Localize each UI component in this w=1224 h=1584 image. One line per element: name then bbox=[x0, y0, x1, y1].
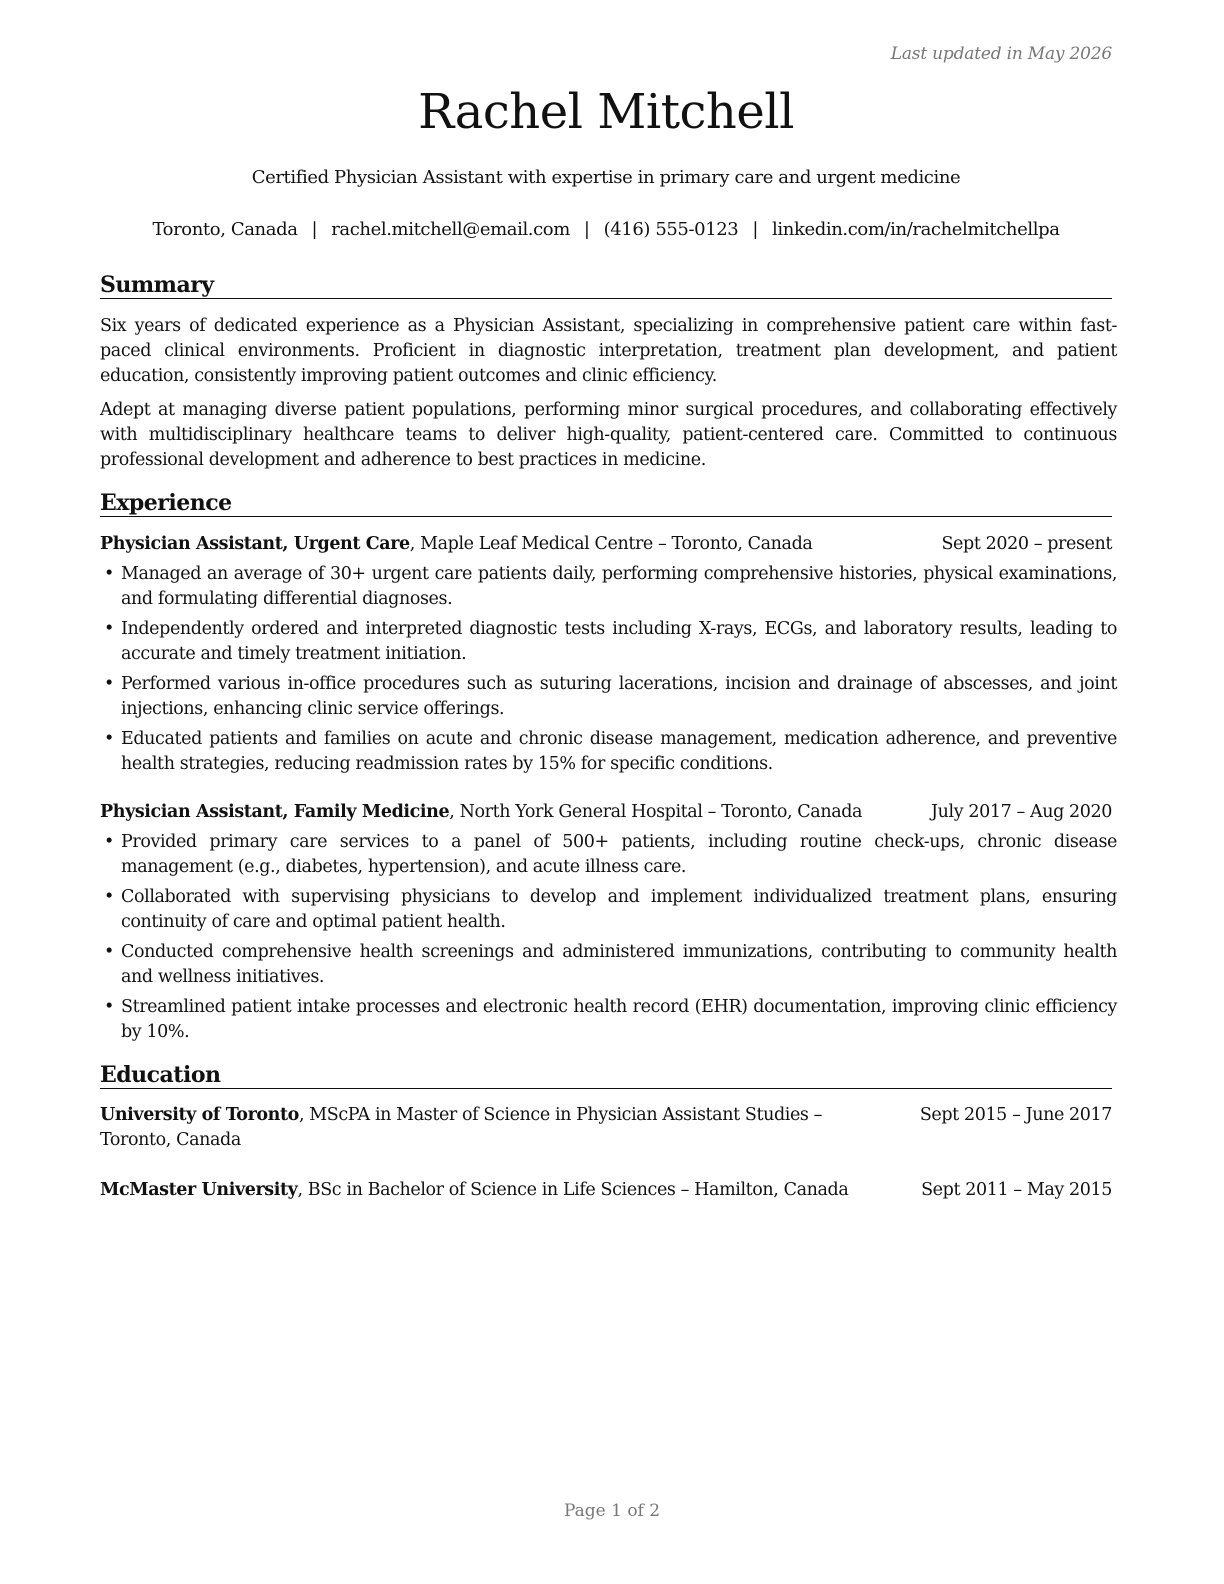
job-bullet-list bbox=[100, 562, 1117, 782]
list-item: • Conducted comprehensive health screenings and administered immunizations, contributing to community health and wellness initiatives. bbox=[104, 942, 1117, 987]
candidate-name: Rachel Mitchell bbox=[418, 84, 794, 140]
degree-detail: , BSc in Bachelor of Science in Life Sciences – Hamilton, Canada bbox=[297, 1180, 849, 1200]
education-dates: Sept 2011 – May 2015 bbox=[921, 1180, 1112, 1200]
job-bullet-list bbox=[100, 830, 1117, 1050]
job-title: Physician Assistant, Urgent Care bbox=[100, 534, 410, 554]
bullet-icon: • bbox=[104, 729, 114, 749]
contact-location: Toronto, Canada bbox=[152, 219, 298, 240]
bullet-icon: • bbox=[104, 942, 114, 962]
contact-phone[interactable]: (416) 555-0123 bbox=[603, 219, 739, 240]
bullet-icon: • bbox=[104, 619, 114, 639]
education-entry bbox=[100, 1103, 1112, 1153]
contact-separator: | bbox=[311, 219, 318, 240]
page-number: Page 1 of 2 bbox=[563, 1501, 661, 1521]
contact-linkedin[interactable]: linkedin.com/in/rachelmitchellpa bbox=[772, 219, 1060, 240]
contact-separator: | bbox=[752, 219, 759, 240]
list-item: • Streamlined patient intake processes and electronic health record (EHR) documentation, improving clinic efficiency by 10%. bbox=[104, 997, 1117, 1042]
list-item: • Collaborated with supervising physicians to develop and implement individualized treatment plans, ensuring continuity of care and optimal patient health. bbox=[104, 887, 1117, 932]
job-organization: , Maple Leaf Medical Centre – Toronto, Canada bbox=[409, 534, 813, 554]
education-dates: Sept 2015 – June 2017 bbox=[919, 1105, 1112, 1125]
section-heading-summary: Summary bbox=[100, 272, 1112, 299]
bullet-icon: • bbox=[104, 832, 114, 852]
education-entry bbox=[100, 1178, 1112, 1203]
job-dates: Sept 2020 – present bbox=[941, 534, 1112, 554]
last-updated-note: Last updated in May 2026 bbox=[890, 44, 1112, 64]
job-organization: , North York General Hospital – Toronto, Canada bbox=[449, 802, 863, 822]
list-item: • Performed various in-office procedures such as suturing lacerations, incision and drainage of abscesses, and joint injections, enhancing clinic service offerings. bbox=[104, 674, 1117, 719]
bullet-icon: • bbox=[104, 564, 114, 584]
contact-separator: | bbox=[583, 219, 590, 240]
contact-line bbox=[100, 219, 1112, 240]
school-name: University of Toronto bbox=[100, 1105, 299, 1125]
list-item: • Educated patients and families on acute and chronic disease management, medication adherence, and preventive health strategies, reducing readmission rates by 15% for specific conditions. bbox=[104, 729, 1117, 774]
degree-detail: , MScPA in Master of Science in Physician Assistant Studies – Toronto, Canada bbox=[100, 1105, 823, 1150]
job-header bbox=[100, 532, 1112, 557]
job-title: Physician Assistant, Family Medicine bbox=[100, 802, 450, 822]
candidate-tagline: Certified Physician Assistant with expertise in primary care and urgent medicine bbox=[251, 167, 961, 188]
summary-paragraph: Adept at managing diverse patient populations, performing minor surgical procedures, and collaborating effectively with multidisciplinary healthcare teams to deliver high-quality, patient-centered care. Committed to continuous professional development and adherence to best practices in medicine. bbox=[100, 400, 1117, 470]
contact-email[interactable]: rachel.mitchell@email.com bbox=[331, 219, 570, 240]
list-item: • Independently ordered and interpreted diagnostic tests including X-rays, ECGs, and laboratory results, leading to accurate and timely treatment initiation. bbox=[104, 619, 1117, 664]
list-item: • Managed an average of 30+ urgent care patients daily, performing comprehensive histories, physical examinations, and formulating differential diagnoses. bbox=[104, 564, 1117, 609]
section-heading-experience: Experience bbox=[100, 490, 1112, 517]
section-heading-education: Education bbox=[100, 1062, 1112, 1089]
job-dates: July 2017 – Aug 2020 bbox=[931, 802, 1112, 822]
summary-paragraph: Six years of dedicated experience as a Physician Assistant, specializing in comprehensive patient care within fast-paced clinical environments. Proficient in diagnostic interpretation, treatment plan development, and patient education, consistently improving patient outcomes and clinic efficiency. bbox=[100, 316, 1117, 386]
job-header bbox=[100, 800, 1112, 825]
bullet-icon: • bbox=[104, 887, 114, 907]
list-item: • Provided primary care services to a panel of 500+ patients, including routine check-ups, chronic disease management (e.g., diabetes, hypertension), and acute illness care. bbox=[104, 832, 1117, 877]
resume-page bbox=[100, 0, 1117, 1584]
school-name: McMaster University bbox=[100, 1180, 298, 1200]
bullet-icon: • bbox=[104, 997, 114, 1017]
bullet-icon: • bbox=[104, 674, 114, 694]
